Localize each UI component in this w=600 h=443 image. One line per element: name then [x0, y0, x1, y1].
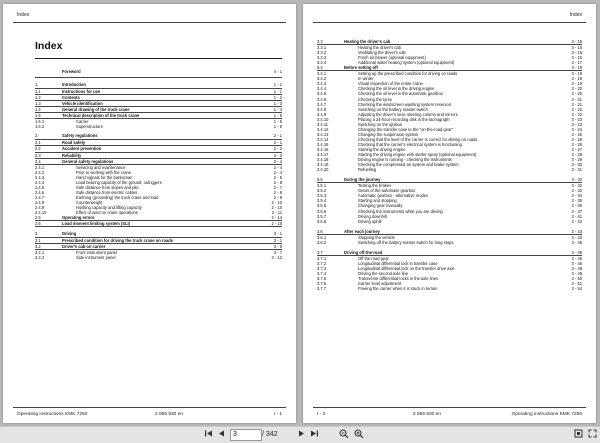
toc-entry-page: 3 - 32	[571, 177, 582, 183]
toc-entry-page: 3 - 16	[571, 55, 582, 61]
toc-entry-label: Prior to working with the crane	[76, 169, 132, 175]
toc-entry-number: 2.6	[35, 221, 41, 227]
toc-entry-label: Testing the brakes	[358, 183, 392, 189]
toc-entry-number: 3.	[35, 230, 39, 236]
toc-entry-page: 3 - 49	[571, 270, 582, 276]
toc-entry-number: 1.1	[35, 89, 41, 95]
toc-entry-number: 3.7.2	[317, 260, 327, 266]
toc-entry-number: 2.4.9	[35, 204, 45, 210]
toc-entry-page: 3 - 36	[571, 203, 582, 209]
toc-entry-number: 3.4.5	[317, 91, 327, 97]
toc-entry-label: Switching on the battery master switch	[358, 106, 428, 112]
toc-entry-page: 1 - 9	[273, 124, 282, 130]
toc-entry-page: 3 - 21	[571, 96, 582, 102]
footer-page-number: I - 2	[317, 412, 326, 417]
toc-entry-page: 3 - 41	[571, 213, 582, 219]
toc-entry-number: 3.4.10	[317, 116, 329, 122]
toc-entry-page: 2 - 11	[271, 210, 282, 216]
toc-list-right	[317, 39, 582, 291]
toc-entry-number: 3.4.19	[317, 162, 329, 168]
previous-page-icon[interactable]	[216, 429, 226, 440]
toc-entry-page: 2 - 1	[273, 132, 282, 138]
toc-entry[interactable]	[35, 231, 282, 239]
toc-entry-number: 3.4.7	[317, 101, 327, 107]
toc-entry-number: 3.4.11	[317, 121, 329, 127]
toc-entry[interactable]	[317, 240, 582, 245]
toc-entry-page: 3 - 7	[273, 250, 282, 256]
toc-entry-label: Checking the tyres	[358, 96, 392, 102]
toc-entry-number: 2.4.10	[35, 210, 47, 216]
footer-doc-number: 2 065 930 en	[413, 412, 442, 417]
toc-entry-page: 3 - 23	[571, 121, 582, 127]
toc-entry-number: 3.4.17	[317, 152, 329, 158]
toc-entry-page: 2 - 10	[271, 204, 282, 210]
toc-entry-page: 3 - 19	[571, 65, 582, 71]
toc-entry-label: Prescribed condition for driving the truck crane on roads	[62, 238, 174, 244]
toc-entry-page: 3 - 16	[571, 50, 582, 56]
toc-entry-page: 3 - 12	[271, 255, 282, 261]
toc-entry-number: 3.5.8	[317, 218, 327, 224]
toc-entry-label: Changing gear manually	[358, 203, 403, 209]
toc-entry-number: 2.1	[35, 140, 41, 146]
toc-entry-number: 2.5	[35, 215, 41, 221]
toc-entry-page: 1 - 1	[273, 81, 282, 87]
toc-entry-number: 3.7.4	[317, 270, 327, 276]
toc-entry-label: Driving downhill	[358, 213, 387, 219]
toc-entry-page: 3 - 24	[571, 126, 582, 132]
toc-entry-number: 3.4.20	[317, 167, 329, 173]
toc-entry-number: 3.4.13	[317, 131, 329, 137]
toc-entry-page: 3 - 1	[273, 238, 282, 244]
toc-entry-page: 3 - 26	[571, 141, 582, 147]
toc-entry-label: Checking the windscreen washing system reservoir	[358, 101, 452, 107]
toc-entry-label: Accident prevention	[62, 146, 102, 152]
toc-entry-page: 3 - 46	[571, 260, 582, 266]
toc-entry-page: 3 - 54	[571, 286, 582, 292]
toc-entry-number: 3.5.3	[317, 193, 327, 199]
toc-entry-label: Hoisting capacity and lifting capacity	[76, 204, 142, 210]
footer-page-number: I - 1	[273, 412, 282, 417]
toc-entry-page: 1 - 4	[273, 107, 282, 113]
toc-entry-label: Vehicle identification	[62, 101, 103, 107]
toc-entry-label: Setting up the prescribed condition for driving on roads	[358, 71, 458, 77]
footer-divider	[13, 407, 286, 408]
toc-entry-label: Changing the transfer case to the "on-the-road gear"	[358, 126, 454, 132]
toc-entry-label: Carrier	[76, 119, 89, 125]
toc-entry-number: 2.4.6	[35, 189, 45, 195]
toc-entry-page: 3 - 28	[571, 152, 582, 158]
toc-entry-page: 2 - 8	[273, 189, 282, 195]
toc-entry-page: 3 - 25	[571, 131, 582, 137]
toc-entry-number: 3.4.2	[317, 76, 327, 82]
toc-entry-label: Checking the oil level in the automatic gearbox	[358, 91, 443, 97]
toc-entry-label: Carrier level adjustment	[358, 281, 402, 287]
toc-entry-page: 1 - 2	[273, 95, 282, 101]
toc-entry-number: 2.4.7	[35, 194, 45, 200]
footer-doc-number: 2 065 930 en	[155, 412, 184, 417]
toc-entry-number: 3.7.3	[317, 265, 327, 271]
toc-entry-page: 3 - 45	[571, 239, 582, 245]
toc-entry-page: 1 - 3	[273, 101, 282, 107]
toc-entry-page: 3 - 22	[571, 111, 582, 117]
toc-entry-number: 3.2	[35, 244, 41, 250]
toc-entry-number: 3.4.8	[317, 106, 327, 112]
toc-entry-label: In winter	[358, 76, 374, 82]
toc-entry[interactable]	[317, 219, 582, 224]
toc-entry-page: 3 - 15	[571, 39, 582, 44]
toc-entry-label: Technical description of the truck crane	[62, 113, 140, 119]
toc-entry-label: Operating errors	[62, 215, 95, 221]
toc-entry-number: 3.5.2	[317, 188, 327, 194]
toc-entry-page: 2 - 14	[271, 215, 282, 221]
toc-entry-page: 2 - 4	[273, 169, 282, 175]
toc-entry-label: Driving uphill	[358, 218, 382, 224]
toc-entry-number: 3.3	[317, 39, 323, 44]
toc-entry-label: General drawing of the truck crane	[62, 107, 130, 113]
toc-entry-label: Introduction	[62, 81, 86, 87]
toc-entry-number: 3.4.18	[317, 157, 329, 163]
toc-entry-number: 2.4.3	[35, 174, 45, 180]
toc-entry[interactable]	[35, 67, 282, 78]
toc-entry-label: Front instrument panel	[76, 250, 117, 256]
toc-entry-page: 2 - 15	[271, 221, 282, 227]
toc-entry-label: Ventilating the driver's cab	[358, 50, 406, 56]
viewer-toolbar	[0, 426, 600, 443]
toc-entry-page: 3 - 19	[571, 81, 582, 87]
toc-entry-page: 2 - 7	[273, 184, 282, 190]
toc-entry-number: 2.4.8	[35, 199, 45, 205]
toc-entry-number: 3.7.1	[317, 255, 327, 261]
toc-entry-label: Switching off the battery master switch for long stops	[358, 239, 454, 245]
toc-entry-number: 1.5.2	[35, 124, 45, 130]
toc-entry-label: Load moment limiting system (SLI)	[62, 221, 131, 227]
toc-entry-label: Contents	[62, 95, 80, 101]
toc-entry-page: 3 - 27	[571, 146, 582, 152]
toc-entry[interactable]	[317, 286, 582, 291]
toc-entry-number: 3.3.1	[317, 45, 327, 51]
toc-entry-label: Driving the second axle line	[358, 270, 409, 276]
toc-entry-number: 3.7.5	[317, 276, 327, 282]
toc-entry-page: 1 - 5	[273, 113, 282, 119]
toc-entry-number: 3.6.2	[317, 239, 327, 245]
toc-entry-page: 2 - 1	[273, 140, 282, 146]
toc-entry[interactable]	[35, 221, 282, 227]
toc-entry-number: 3.7.7	[317, 286, 327, 292]
page-title: Index	[35, 40, 63, 52]
toc-entry-page: 3 - 17	[571, 60, 582, 66]
toc-entry-number: 2.4	[35, 158, 41, 164]
toc-entry-page: 3 - 5	[273, 244, 282, 250]
toc-entry-number: 2.4.1	[35, 164, 45, 170]
title-divider	[35, 58, 282, 59]
toc-entry-page: 3 - 43	[571, 234, 582, 240]
toc-entry-page: 3 - 34	[571, 193, 582, 199]
toc-entry-label: Switching on the ignition	[358, 121, 403, 127]
toc-entry-page: 3 - 32	[571, 188, 582, 194]
toc-entry[interactable]	[35, 133, 282, 141]
toc-entry-number: 3.5.5	[317, 203, 327, 209]
fullscreen-icon[interactable]	[587, 429, 597, 440]
toc-entry-page: 3 - 1	[273, 230, 282, 236]
toc-entry-label: Driver's cab on carrier	[62, 244, 106, 250]
toc-entry-label: Foreword	[62, 69, 81, 74]
toc-entry-number: 3.6.1	[317, 234, 327, 240]
toc-entry-label: Road safety	[62, 140, 86, 146]
toc-entry-label: Starting the driving engine	[358, 146, 406, 152]
toc-entry-label: Stopping the vehicle	[358, 234, 395, 240]
toc-entry-page: 3 - 19	[571, 76, 582, 82]
toc-entry-label: General safety regulations	[62, 158, 114, 164]
toc-entry[interactable]	[317, 167, 582, 172]
toc-entry-label: Safe distance from slopes and pits	[76, 184, 139, 190]
toc-entry-number: 3.6	[317, 228, 323, 234]
toc-entry-number: 1.4	[35, 107, 41, 113]
toc-entry-page: 3 - 15	[571, 45, 582, 51]
toc-entry-number: 3.5.6	[317, 208, 327, 214]
toc-entry-page: 3 - 23	[571, 116, 582, 122]
toc-entry-label: Refuelling	[358, 167, 377, 173]
toc-entry-label: Starting and stopping	[358, 198, 397, 204]
toc-entry-number: 3.5.1	[317, 183, 327, 189]
header-divider	[13, 22, 286, 23]
toc-entry-label: Off the road gear	[358, 255, 389, 261]
toc-entry-label: Hand signals for the banksman	[76, 174, 133, 180]
toc-entry-label: Placing a 24-hour recording disk in the tachograph	[358, 116, 450, 122]
toc-entry-page: 3 - 48	[571, 265, 582, 271]
toc-entry-label: Checking that the level of the carrier is correct for driving on roads	[358, 136, 478, 142]
toc-entry-number: 3.5.4	[317, 198, 327, 204]
last-page-icon[interactable]	[309, 429, 319, 440]
toc-entry-number: 2.4.5	[35, 184, 45, 190]
toc-entry-number: 3.4.14	[317, 136, 329, 142]
toc-entry-label: During the journey	[344, 177, 381, 183]
toc-entry-number: 3.4.9	[317, 111, 327, 117]
document-page-left	[3, 4, 296, 423]
page-count: / 342	[262, 431, 278, 438]
toc-entry-page: 2 - 9	[273, 194, 282, 200]
toc-entry-label: Before setting off	[344, 65, 378, 71]
toc-entry-number: 3.7	[317, 249, 323, 255]
toc-entry-label: Gears of the automatic gearbox	[358, 188, 416, 194]
toc-entry-number: 3.3.2	[317, 50, 327, 56]
toc-entry-page: 2 - 5	[273, 174, 282, 180]
toc-entry-number: 2.4.4	[35, 179, 45, 185]
toc-entry-number: 1.	[35, 81, 39, 87]
toc-entry-label: Checking the instruments while you are driving	[358, 208, 443, 214]
toc-entry-page: 3 - 20	[571, 86, 582, 92]
toc-entry-page: 3 - 50	[571, 276, 582, 282]
toc-entry-page: 1 - 5	[273, 119, 282, 125]
toc-entry-page: 3 - 42	[571, 218, 582, 224]
toc-entry-label: Driving off-the-road	[344, 249, 383, 255]
toc-entry-number: 3.4.4	[317, 86, 327, 92]
toc-entry-number: 1.5	[35, 113, 41, 119]
toc-entry-number: 3.3.4	[317, 60, 327, 66]
toc-entry-label: Automatic gearbox - alternative modes	[358, 193, 429, 199]
toc-entry-label: Load bearing capacity of the ground; outriggers	[76, 179, 162, 185]
page-number-input[interactable]: 3	[230, 429, 262, 441]
toc-entry-number: 3.2.1	[35, 250, 45, 256]
toc-entry-label: Transverse differential locks in the axle lines	[358, 276, 439, 282]
toc-entry-label: Longitudinal differential lock on the transfer drive axle	[358, 265, 455, 271]
toc-entry-label: Heating the driver's cab	[344, 39, 391, 44]
toc-entry-page: 2 - 4	[273, 164, 282, 170]
toc-entry-number: 2.2	[35, 146, 41, 152]
toc-entry-page: 2 - 10	[271, 199, 282, 205]
header-divider	[313, 22, 586, 23]
toc-entry-page: 1 - 1	[273, 89, 282, 95]
page-header: Index	[17, 12, 30, 18]
toc-entry-label: Freeing the carrier when it is stuck in terrain	[358, 286, 438, 292]
toc-entry-page: 3 - 26	[571, 136, 582, 142]
footer-divider	[313, 407, 586, 408]
toc-entry-label: Effect of wind on crane operations	[76, 210, 138, 216]
toc-entry-number: 3.7.6	[317, 281, 327, 287]
zoom-out-icon[interactable]	[339, 429, 349, 440]
toc-entry-page: 2 - 4	[273, 158, 282, 164]
next-page-icon[interactable]	[296, 429, 306, 440]
toc-entry-label: Driving	[62, 230, 77, 236]
toc-entry-page: ii - 1	[274, 69, 282, 74]
toc-entry-number: 1.2	[35, 95, 41, 101]
toc-entry-number: 3.4.15	[317, 141, 329, 147]
fit-page-icon[interactable]	[573, 429, 583, 440]
toc-entry-label: Superstructure	[76, 124, 103, 130]
toc-entry-label: Fresh air blower (optional equipment)	[358, 55, 426, 61]
toc-entry-page: 2 - 3	[273, 152, 282, 158]
toc-entry-page: 3 - 19	[571, 71, 582, 77]
toc-entry-number: 3.5	[317, 177, 323, 183]
toc-entry-number: 3.4.3	[317, 81, 327, 87]
toc-entry-label: Changing the suspension system	[358, 131, 419, 137]
toc-entry-number: 3.4	[317, 65, 323, 71]
toc-entry-label: Visual inspection of the entire crane	[358, 81, 423, 87]
toc-entry-number: 3.3.3	[317, 55, 327, 61]
toc-entry-label: Checking that the carrier's electrical system is functioning	[358, 141, 462, 147]
toc-entry-label: Heating the driver's cab	[358, 45, 401, 51]
toc-entry-number: 3.4.12	[317, 126, 329, 132]
toc-entry-page: 3 - 51	[571, 281, 582, 287]
toc-entry-label: Starting the driving engine with starter spray (optional equipment)	[358, 152, 477, 158]
toc-entry-page: 3 - 31	[571, 167, 582, 173]
page-header: Index	[569, 12, 582, 18]
toc-entry-page: 2 - 2	[273, 146, 282, 152]
toc-entry-number: 2.4.2	[35, 169, 45, 175]
toc-entry-page: 3 - 43	[571, 228, 582, 234]
toc-entry-page: 2 - 8	[273, 179, 282, 185]
toc-entry-label: Side instrument panel	[76, 255, 116, 261]
toc-entry-page: 3 - 22	[571, 106, 582, 112]
toc-entry-number: 1.5.1	[35, 119, 45, 125]
toc-entry-label: After each journey	[344, 228, 380, 234]
zoom-in-icon[interactable]	[354, 429, 364, 440]
toc-entry-label: Checking the oil level in the driving engine	[358, 86, 435, 92]
toc-entry-page: 3 - 21	[571, 101, 582, 107]
toc-entry-number: 3.4.16	[317, 146, 329, 152]
toc-entry-label: Reliability	[62, 152, 82, 158]
toc-entry-number: 3.2.2	[35, 255, 45, 261]
footer-manual-title: Operating instructions KMK 7250	[17, 412, 88, 417]
toc-entry-page: 3 - 46	[571, 249, 582, 255]
toc-entry[interactable]	[35, 82, 282, 90]
toc-entry-label: Safety regulations	[62, 132, 98, 138]
toc-entry-number: 2.	[35, 132, 39, 138]
toc-entry-label: Checking the compressed air system and brake system	[358, 162, 459, 168]
toc-entry-page: 3 - 30	[571, 162, 582, 168]
footer-manual-title: Operating instructions KMK 7250	[511, 412, 582, 417]
toc-entry-label: Servicing and maintenance	[76, 164, 126, 170]
toc-list-left	[35, 67, 282, 260]
toc-entry-page: 3 - 35	[571, 198, 582, 204]
document-page-right	[303, 4, 596, 423]
toc-entry-label: Driving engine is running - checking the instruments	[358, 157, 452, 163]
toc-entry-label: Counterweight	[76, 199, 103, 205]
toc-entry-label: Additional water heating system (optional equipment)	[358, 60, 455, 66]
toc-entry-number: 3.4.1	[317, 71, 327, 77]
toc-entry-label: Adjusting the driver's seat, steering column and mirrors	[358, 111, 458, 117]
toc-entry-label: Longitudinal differential lock in transfer case	[358, 260, 438, 266]
first-page-icon[interactable]	[203, 429, 213, 440]
toc-entry-page: 3 - 37	[571, 208, 582, 214]
toc-entry-number: 2.3	[35, 152, 41, 158]
toc-entry-page: 3 - 29	[571, 157, 582, 163]
toc-entry-page: 3 - 32	[571, 183, 582, 189]
toc-entry-page: 3 - 20	[571, 91, 582, 97]
toc-entry-number: 1.3	[35, 101, 41, 107]
toc-entry-label: Instructions for use	[62, 89, 101, 95]
toc-entry-number: 3.5.7	[317, 213, 327, 219]
toc-entry-label: Earthing (grounding) the truck crane and load	[76, 194, 159, 200]
toc-entry-label: Safe distance from electric cables	[76, 189, 138, 195]
toc-entry[interactable]	[35, 255, 282, 260]
toc-entry-page: 3 - 46	[571, 255, 582, 261]
toc-entry-number: 3.4.6	[317, 96, 327, 102]
toc-entry[interactable]	[35, 124, 282, 129]
toc-entry-number: 3.1	[35, 238, 41, 244]
